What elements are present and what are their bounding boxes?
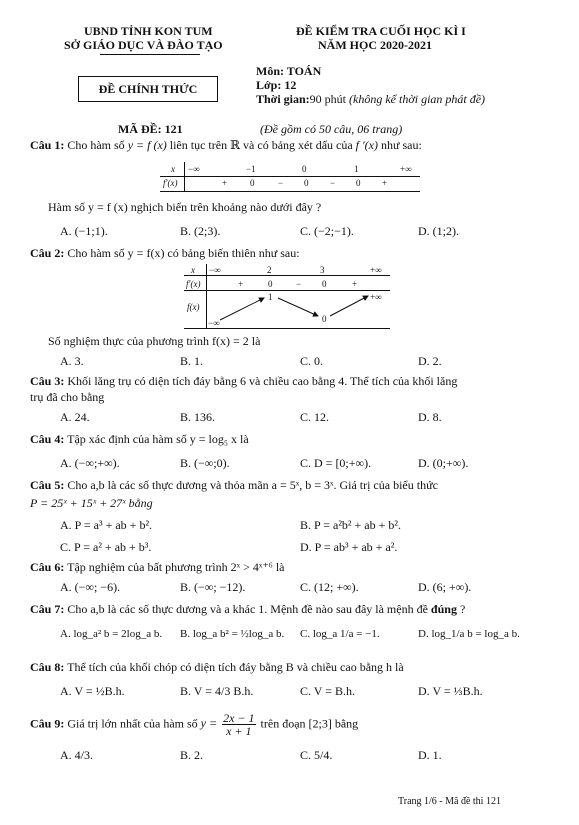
grade: Lớp: 12: [256, 78, 297, 92]
q2-arrow-down: [278, 298, 318, 316]
q9-option-a[interactable]: A. 4/3.: [60, 748, 93, 762]
q9-text-b: trên đoạn [2;3] bằng: [260, 716, 359, 731]
q1-sign: 0: [304, 178, 309, 188]
q1-option-d[interactable]: D. (1;2).: [418, 224, 459, 238]
q1-option-b[interactable]: B. (2;3).: [180, 224, 221, 238]
q2-option-b[interactable]: B. 1.: [180, 354, 204, 368]
q5-option-c[interactable]: C. P = a² + ab + b³.: [60, 540, 152, 554]
q1-stem: [30, 138, 422, 153]
q1-x-label: x: [171, 164, 175, 174]
q1-text-c: như sau:: [380, 138, 422, 152]
q2-stem: [30, 246, 300, 261]
q2-sign: +: [352, 279, 358, 289]
exam-title: ĐỀ KIỂM TRA CUỐI HỌC KÌ I: [296, 24, 466, 38]
q9-stem: [30, 712, 358, 737]
org-line-2: SỞ GIÁO DỤC VÀ ĐÀO TẠO: [64, 38, 223, 52]
q6-text: Tập nghiệm của bất phương trình 2ˣ > 4ˣ⁺⁶ là: [67, 560, 285, 574]
q7-stem: [30, 602, 465, 617]
q9-func: y = $\frac{2x - 1}{x + 1}$: [200, 711, 255, 738]
q2-variation-arrows: [206, 290, 390, 328]
q8-option-d[interactable]: D. V = ⅓B.h.: [418, 684, 483, 698]
q5-stem: [30, 478, 438, 493]
q1-func: y = f (x): [127, 138, 167, 152]
q1-sign: +: [222, 178, 228, 188]
q1-sign: 0: [356, 178, 361, 188]
q1-table-bottom: [160, 191, 420, 192]
q7-text-a: Cho a,b là các số thực dương và a khác 1. Mệnh đề nào sau đây là mệnh đề: [67, 602, 428, 616]
q9-option-d[interactable]: D. 1.: [418, 748, 442, 762]
q4-option-c[interactable]: C. D = [0;+∞).: [300, 456, 372, 470]
q1-table-divider: [184, 162, 185, 192]
q1-x-val: 1: [354, 164, 359, 174]
q2-x-val: 2: [267, 265, 272, 275]
page-footer: Trang 1/6 - Mã đề thi 121: [398, 796, 501, 807]
time-value: 90 phút: [309, 92, 347, 106]
q2-sign: +: [238, 279, 244, 289]
q1-sign: +: [382, 178, 388, 188]
q1-deriv: f ′(x): [355, 138, 378, 152]
q2-f-left: −∞: [208, 318, 220, 328]
q2-x-val: +∞: [370, 265, 382, 275]
q8-option-c[interactable]: C. V = B.h.: [300, 684, 356, 698]
q2-table-rule-1: [184, 275, 390, 276]
q4-text: Tập xác định của hàm số y = log₅ x là: [67, 432, 249, 446]
q2-option-a[interactable]: A. 3.: [60, 354, 84, 368]
q7-text-bold: đúng: [430, 602, 457, 616]
org-line-1: UBND TỈNH KON TUM: [84, 24, 213, 38]
q2-question: Số nghiệm thực của phương trình f(x) = 2 là: [48, 334, 261, 348]
q1-x-val: −1: [246, 164, 256, 174]
q6-option-d[interactable]: D. (6; +∞).: [418, 580, 472, 594]
q3-option-b[interactable]: B. 136.: [180, 410, 216, 424]
exam-code: MÃ ĐỀ: 121: [118, 122, 183, 136]
official-badge: ĐỀ CHÍNH THỨC: [78, 76, 218, 102]
q2-text: Cho hàm số y = f(x) có bảng biến thiên như sau:: [67, 246, 300, 260]
q3-option-a[interactable]: A. 24.: [60, 410, 90, 424]
q9-fraction: $\frac{2x - 1}{x + 1}$: [223, 711, 255, 738]
pages-note: (Đề gồm có 50 câu, 06 trang): [260, 122, 403, 136]
q1-x-val: +∞: [400, 164, 412, 174]
q1-x-val: 0: [302, 164, 307, 174]
q5-label: Câu 5:: [30, 478, 65, 492]
q2-table-bottom: [184, 328, 390, 329]
org-underline: [100, 54, 200, 55]
q1-text-a: Cho hàm số: [67, 138, 125, 152]
q9-text-a: Giá trị lớn nhất của hàm số: [67, 716, 198, 731]
q8-text: Thể tích của khối chóp có diện tích đáy bằng B và chiều cao bằng h là: [67, 660, 404, 674]
q1-sign: 0: [250, 178, 255, 188]
q9-label: Câu 9:: [30, 716, 65, 731]
q2-sign: −: [296, 279, 302, 289]
q3-label: Câu 3:: [30, 374, 65, 388]
q2-arrow-up-2: [330, 296, 368, 316]
q4-option-b[interactable]: B. (−∞;0).: [180, 456, 230, 470]
q8-label: Câu 8:: [30, 660, 65, 674]
time-note: (không kể thời gian phát đề): [349, 92, 486, 106]
q1-fp-label: f′(x): [163, 178, 178, 188]
q5-option-d[interactable]: D. P = ab³ + ab + a².: [300, 540, 398, 554]
q2-f-label: f(x): [187, 302, 200, 312]
q6-stem: [30, 560, 285, 575]
q2-label: Câu 2:: [30, 246, 65, 260]
q9-option-b[interactable]: B. 2.: [180, 748, 204, 762]
school-year: NĂM HỌC 2020-2021: [318, 38, 432, 52]
q6-option-b[interactable]: B. (−∞; −12).: [180, 580, 246, 594]
q1-text-b: liên tục trên ℝ và có bảng xét dấu của: [169, 138, 353, 152]
q7-option-b[interactable]: B. log_a b² = ½log_a b.: [180, 628, 285, 640]
q7-label: Câu 7:: [30, 602, 65, 616]
q2-sign: 0: [268, 279, 273, 289]
q7-option-c[interactable]: C. log_a 1/a = −1.: [300, 628, 380, 640]
q2-arrow-up-1: [220, 298, 264, 320]
q4-stem: [30, 432, 249, 447]
q7-text-b: ?: [459, 602, 466, 616]
q2-x-val: 3: [320, 265, 325, 275]
q5-text-1: Cho a,b là các số thực dương và thỏa mãn a = 5ˣ, b = 3ˣ. Giá trị của biểu thức: [67, 478, 438, 492]
q3-option-d[interactable]: D. 8.: [418, 410, 442, 424]
q1-sign: −: [330, 178, 336, 188]
q7-option-d[interactable]: D. log_1/a b = log_a b.: [418, 628, 520, 640]
q1-question: Hàm số y = f (x) nghịch biến trên khoảng nào dưới đây ?: [48, 200, 322, 214]
q8-stem: [30, 660, 404, 675]
q1-label: Câu 1:: [30, 138, 65, 152]
q3-text-2: trụ đã cho bằng: [30, 390, 105, 404]
q1-sign: −: [278, 178, 284, 188]
q1-option-c[interactable]: C. (−2;−1).: [300, 224, 354, 238]
q2-f-min: 0: [322, 314, 327, 324]
q9-option-c[interactable]: C. 5/4.: [300, 748, 333, 762]
time-label: Thời gian:: [256, 92, 310, 106]
q4-option-a[interactable]: A. (−∞;+∞).: [60, 456, 120, 470]
q2-x-label: x: [191, 265, 195, 275]
q5-option-a[interactable]: A. P = a³ + ab + b².: [60, 518, 153, 532]
q5-option-b[interactable]: B. P = a²b² + ab + b².: [300, 518, 401, 532]
q2-f-max: 1: [268, 292, 273, 302]
q1-x-val: −∞: [188, 164, 200, 174]
subject: Môn: TOÁN: [256, 64, 322, 78]
q3-stem: [30, 374, 457, 389]
q3-option-c[interactable]: C. 12.: [300, 410, 330, 424]
q2-fp-label: f′(x): [186, 279, 201, 289]
q6-option-a[interactable]: A. (−∞; −6).: [60, 580, 121, 594]
q2-x-val: −∞: [209, 265, 221, 275]
q4-label: Câu 4:: [30, 432, 65, 446]
q5-text-2: P = 25ˣ + 15ˣ + 27ˣ bằng: [30, 496, 153, 510]
q1-table-rule: [160, 176, 420, 177]
q2-sign: 0: [322, 279, 327, 289]
q1-option-a[interactable]: A. (−1;1).: [60, 224, 108, 238]
q2-option-d[interactable]: D. 2.: [418, 354, 442, 368]
q2-option-c[interactable]: C. 0.: [300, 354, 324, 368]
q3-text-1: Khối lăng trụ có diện tích đáy bằng 6 và chiều cao bằng 4. Thể tích của khối lăng: [67, 374, 458, 388]
q7-option-a[interactable]: A. log_a² b = 2log_a b.: [60, 628, 163, 640]
q8-option-b[interactable]: B. V = 4/3 B.h.: [180, 684, 254, 698]
q6-option-c[interactable]: C. (12; +∞).: [300, 580, 359, 594]
q4-option-d[interactable]: D. (0;+∞).: [418, 456, 469, 470]
q6-label: Câu 6:: [30, 560, 65, 574]
time-line: [256, 92, 485, 107]
q2-f-right: +∞: [370, 292, 382, 302]
q8-option-a[interactable]: A. V = ½B.h.: [60, 684, 125, 698]
